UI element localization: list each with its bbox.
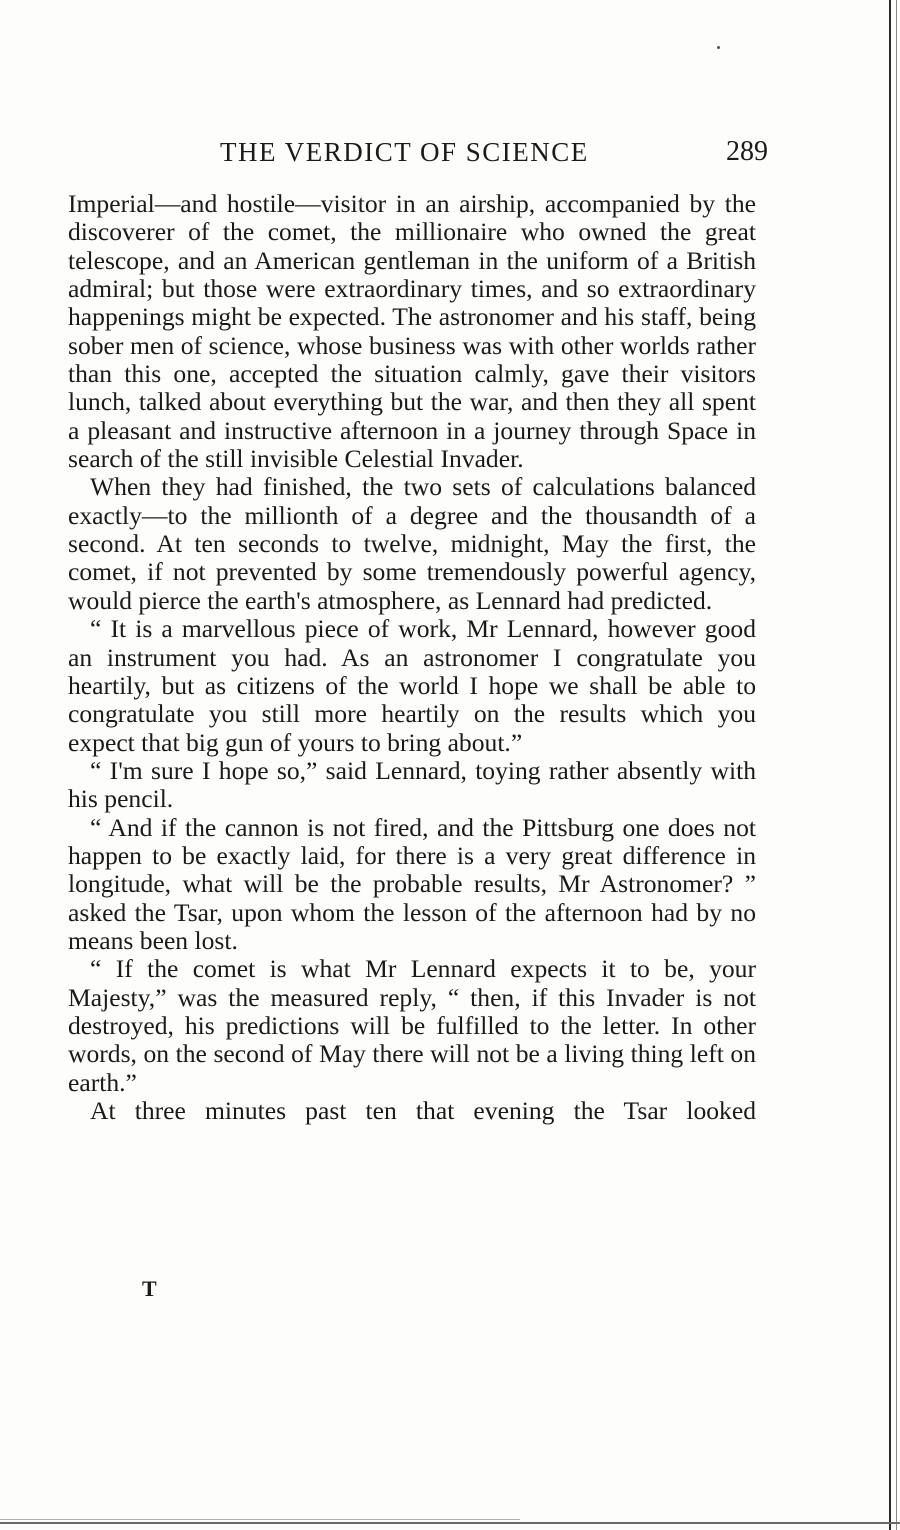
page-number: 289	[726, 136, 768, 167]
paragraph-6: “ If the comet is what Mr Lennard expects it to be, your Majesty,” was the measured reply, “ then, if this Invader is not destroyed, his predictions will be fulfilled to the letter. In other words, on the second of May there will not be a living thing left on earth.”	[68, 954, 756, 1097]
page-header	[68, 134, 768, 174]
scan-edge-bottom	[0, 1522, 900, 1524]
paragraph-4: “ I'm sure I hope so,” said Lennard, toying rather absently with his pencil.	[68, 755, 756, 814]
scan-edge-bottom-faint	[0, 1519, 520, 1520]
paragraph-2: When they had finished, the two sets of calculations balanced exactly—to the millionth of a degree and the thousandth of a second. At ten seconds to twelve, midnight, May the first, the comet, if not prevented by some tremendously powerful agency, would pierce the earth's atmosphere, as Lennard had predicted.	[68, 472, 756, 615]
scan-edge-right	[889, 0, 891, 1530]
paragraph-3: “ It is a marvellous piece of work, Mr Lennard, however good an instrument you had. As an astronomer I congratulate you heartily, but as citizens of the world I hope we shall be able to congratulate you still more heartily on the results which you expect that big gun of yours to bring about.”	[68, 614, 756, 757]
running-head: THE VERDICT OF SCIENCE	[220, 137, 589, 167]
paragraph-7: At three minutes past ten that evening the Tsar looked	[90, 1096, 756, 1125]
paragraph-1: Imperial—and hostile—visitor in an airship, accompanied by the discoverer of the comet, the millionaire who owned the great telescope, and an American gentleman in the uniform of a British admiral; but those were extraordinary times, and so extraordinary happenings might be expected. The astronomer and his staff, being sober men of science, whose business was with other worlds rather than this one, accepted the situation calmly, gave their visitors lunch, talked about everything but the war, and then they all spent a pleasant and instructive afternoon in a journey through Space in search of the still invisible Celestial Invader.	[68, 189, 756, 474]
body-text	[68, 190, 756, 1125]
scan-edge-right-faint	[896, 0, 897, 1530]
paragraph-5: “ And if the cannon is not fired, and the Pittsburg one does not happen to be exactly laid, for there is a very great difference in longitude, what will be the probable results, Mr Astronomer? ” asked the Tsar, upon whom the lesson of the afternoon had by no means been lost.	[68, 812, 756, 955]
signature-mark: T	[142, 1276, 157, 1301]
scan-speck	[717, 46, 720, 49]
